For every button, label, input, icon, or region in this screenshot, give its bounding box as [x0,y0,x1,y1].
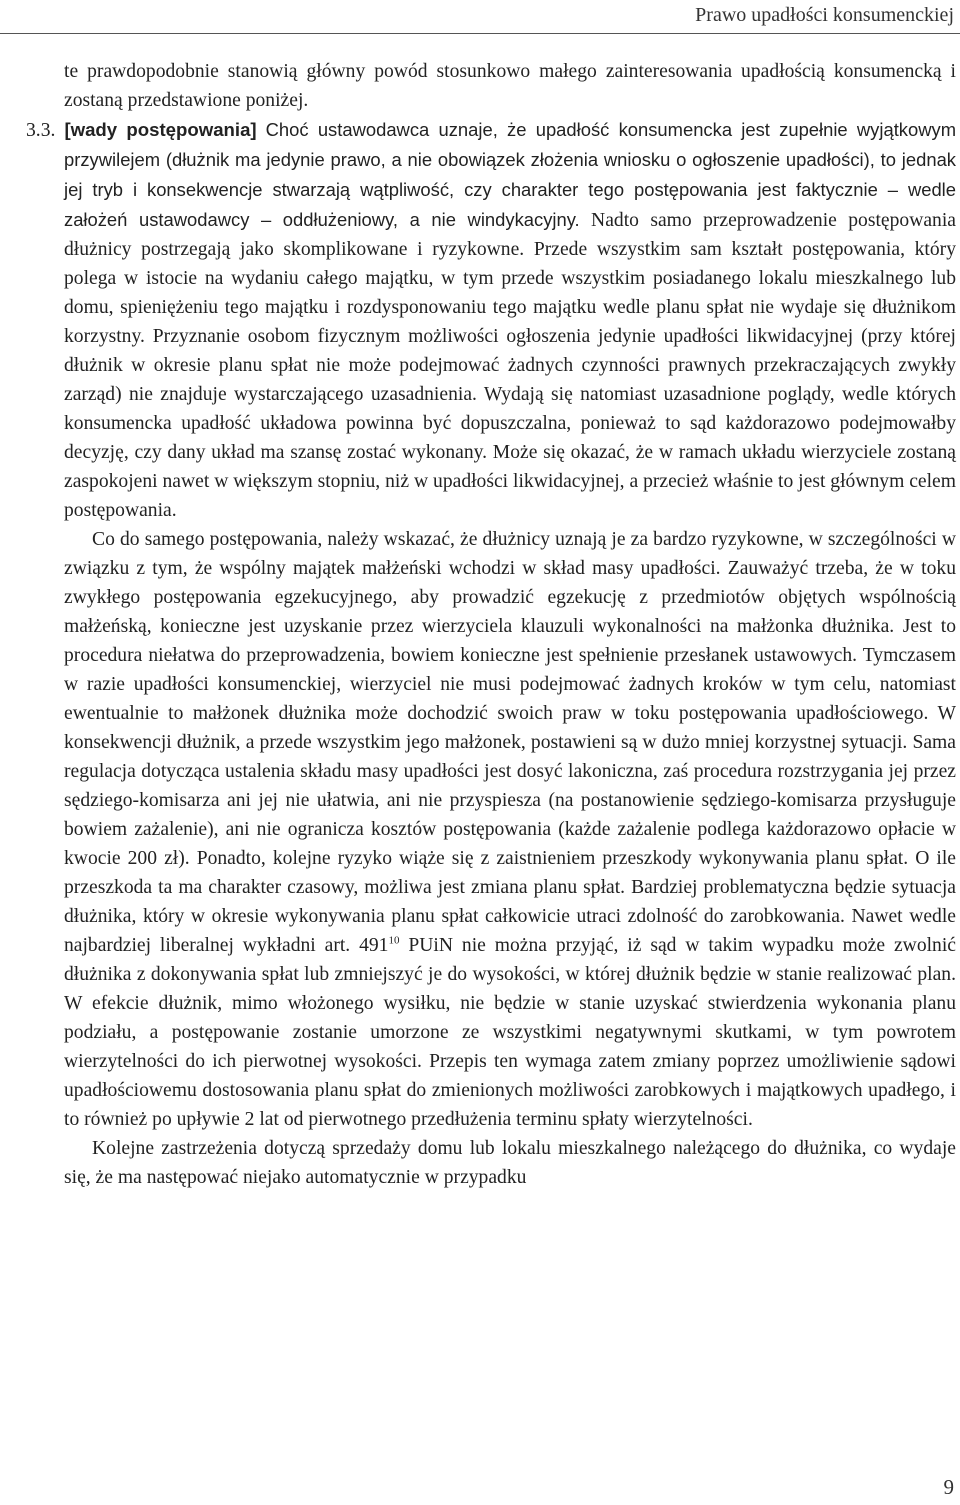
section-paragraph [26,115,957,525]
page-body [26,57,957,1192]
page-number: 9 [943,1475,954,1499]
running-header: Prawo upadłości konsumenckiej [695,4,954,26]
section-number: 3.3. [26,120,56,141]
section-title: [wady postępowania] [64,119,257,140]
paragraph-2-text-cont: PUiN nie można przyjąć, iż sąd w takim wypadku może zwolnić dłużnika z dokonywania spłat lub zmniejszyć je do wysokości, w której dłużnik będzie w stanie realizować plan. W efekcie dłużnik, mimo włożonego wysiłku, nie będzie w stanie uzyskać stwierdzenia wykonania planu podziału, a postępowanie zostanie umorzone ze wszystkimi negatywnymi skutkami, w tym powrotem wierzytelności do ich pierwotnej wysokości. Przepis ten wymaga zatem zmiany poprzez umożliwienie sądowi upadłościowemu dostosowania planu spłat do zmienionych możliwości zarobkowych i majątkowych upadłego, i to również po upływie 2 lat od pierwotnego przedłużenia terminu spłaty wierzytelności. [64,935,956,1130]
superscript-number: 10 [388,934,400,947]
section-lead-text: Choć ustawodawca uznaje, że upadłość konsumencka jest zupełnie wyjątkowym przywilejem (dłużnik ma jedynie prawo, a nie obowiązek złożenia wniosku o ogłoszenie upadłości), to jednak jej tryb i konsekwencje stwarzają wątpliwość, czy charakter tego postępowania jest faktycznie – wedle założeń ustawodawcy – oddłużeniowy, a nie windykacyjny. [64,119,957,230]
body-paragraph-2 [64,525,956,1134]
body-paragraph-3: Kolejne zastrzeżenia dotyczą sprzedaży domu lub lokalu mieszkalnego należącego do dłużnika, co wydaje się, że ma następować niejako automatycznie w przypadku [64,1138,956,1188]
header-divider [0,33,960,34]
continuation-paragraph: te prawdopodobnie stanowią główny powód stosunkowo małego zainteresowania upadłością konsumencką i zostaną przedstawione poniżej. [64,61,956,111]
paragraph-2-text: Co do samego postępowania, należy wskazać, że dłużnicy uznają je za bardzo ryzykowne, w szczególności w związku z tym, że wspólny majątek małżeński wchodzi w skład masy upadłości. Zauważyć trzeba, że w toku zwykłego postępowania egzekucyjnego, aby prowadzić egzekucję z przedmiotów objętych wspólnością małżeńską, konieczne jest uzyskanie przez wierzyciela klauzuli wykonalności na małżonka dłużnika. Jest to procedura niełatwa do przeprowadzenia, bowiem konieczne jest spełnienie przesłanek ustawowych. Tymczasem w razie upadłości konsumenckiej, wierzyciel nie musi podejmować żadnych kroków w tym celu, natomiast ewentualnie to małżonek dłużnika może dochodzić swoich praw w toku postępowania upadłościowego. W konsekwencji dłużnik, a przede wszystkim jego małżonek, postawieni są w dużo mniej korzystnej sytuacji. Sama regulacja dotycząca ustalenia składu masy upadłości jest dosyć lakoniczna, zaś procedura rozstrzygania jej przez sędziego-komisarza ani jej nie ułatwia, ani nie przyspiesza (na postanowienie sędziego-komisarza przysługuje bowiem zażalenie), ani nie ogranicza kosztów postępowania (każde zażalenie podlega każdorazowo opłacie w kwocie 200 zł). Ponadto, kolejne ryzyko wiąże się z zaistnieniem przeszkody wykonywania planu spłat. O ile przeszkoda ta ma charakter czasowy, możliwa jest zmiana planu spłat. Bardziej problematyczna będzie sytuacja dłużnika, który w okresie wykonywania planu spłat całkowicie utraci zdolność do zarobkowania. Nawet wedle najbardziej liberalnej wykładni art. 491 [64,529,956,956]
section-body-text: Nadto samo przeprowadzenie postępowania dłużnicy postrzegają jako skomplikowane i ryzykowne. Przede wszystkim sam kształt postępowania, który polega w istocie na wydaniu całego majątku, w tym przede wszystkim posiadanego lokalu mieszkalnego lub domu, spieniężeniu tego majątku i rozdysponowaniu tego majątku wedle planu spłat nie wydaje się dłużnikom korzystny. Przyznanie osobom fizycznym możliwości ogłoszenia jedynie upadłości likwidacyjnej (przy której dłużnik w okresie planu spłat nie może podejmować żadnych czynności prawnych przekraczających zwykły zarząd) nie znajduje wystarczającego uzasadnienia. Wydają się natomiast uzasadnione poglądy, wedle których konsumencka upadłość układowa powinna być dopuszczalna, ponieważ to sąd każdorazowo podejmowałby decyzję, czy dany układ ma szansę zostać wykonany. Może się okazać, że w ramach układu wierzyciele zostaną zaspokojeni nawet w większym stopniu, niż w upadłości likwidacyjnej, a przecież właśnie to jest głównym celem postępowania. [64,210,956,521]
